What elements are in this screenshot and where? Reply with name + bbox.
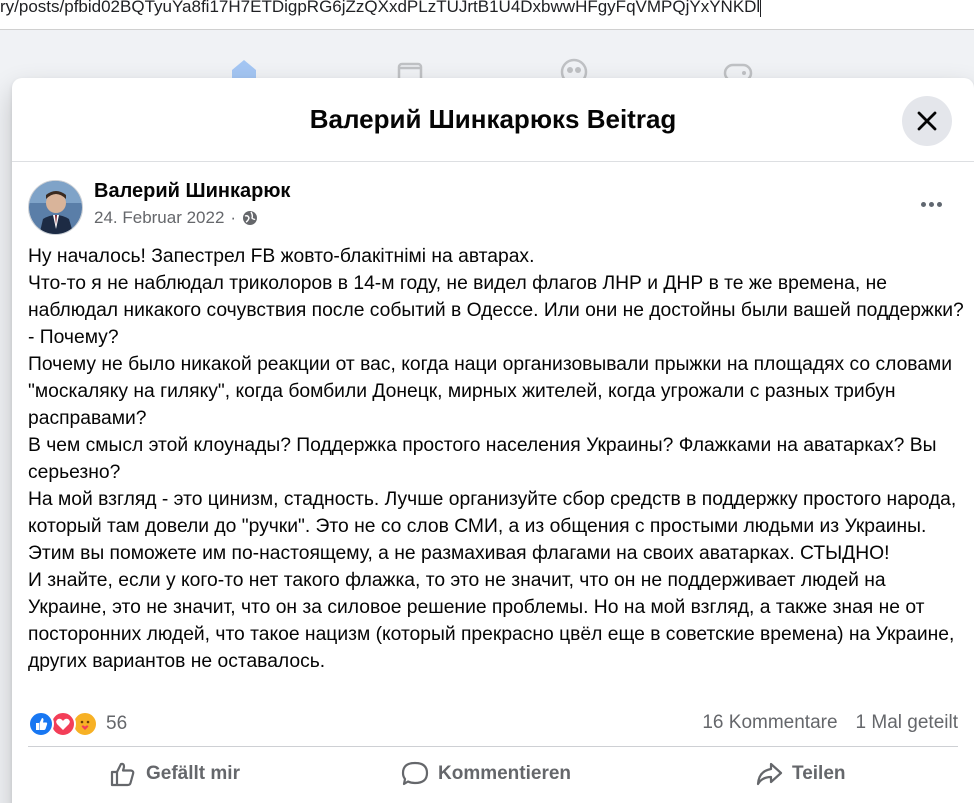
divider xyxy=(28,746,958,747)
post-date[interactable]: 24. Februar 2022 xyxy=(94,208,225,227)
text-caret xyxy=(760,0,761,17)
post-paragraph: Что-то я не наблюдал триколоров в 14-м году, не видел флагов ЛНР и ДНР в те же времена, не наблюдал никакого сочувствия после событий в Одессе. Или они не достойны были вашей поддержки? - Почему? xyxy=(28,273,964,348)
like-reaction-icon xyxy=(28,711,54,737)
share-button[interactable] xyxy=(754,750,846,798)
post-paragraph: Ну началось! Запестрел FB жовто-блакітнімі на автарах. xyxy=(28,246,535,267)
shares-count[interactable]: 1 Mal geteilt xyxy=(855,712,958,733)
post-paragraph: Почему не было никакой реакции от вас, когда наци организовывали прыжки на площадях со словами "москаляку на гиляку", когда бомбили Донецк, мирных жителей, когда угрожали с разных трибун расправами? xyxy=(28,354,953,429)
comment-button[interactable] xyxy=(400,750,571,798)
post-meta xyxy=(94,208,258,228)
post-stats xyxy=(702,712,958,734)
comments-count[interactable]: 16 Kommentare xyxy=(702,712,838,733)
post-actions xyxy=(28,750,958,800)
more-dot xyxy=(937,202,942,207)
thumbs-up-icon xyxy=(108,759,138,789)
post-modal xyxy=(12,78,974,803)
comment-bubble-icon xyxy=(400,759,430,789)
modal-header xyxy=(12,78,974,162)
reaction-icons xyxy=(28,710,104,738)
modal-title: Валерий Шинкарюкs Beitrag xyxy=(309,104,677,134)
author-photo xyxy=(29,181,83,235)
share-label: Teilen xyxy=(792,763,846,784)
comment-label: Kommentieren xyxy=(438,763,572,784)
post-text xyxy=(28,243,964,675)
meta-separator: · xyxy=(230,208,237,227)
more-dot xyxy=(929,202,934,207)
like-button[interactable] xyxy=(108,750,240,798)
browser-address-bar[interactable] xyxy=(0,0,974,30)
reactions-summary[interactable] xyxy=(28,710,127,738)
close-button[interactable] xyxy=(902,96,952,146)
avatar[interactable] xyxy=(28,180,83,235)
post-paragraph: И знайте, если у кого-то нет такого флажка, то это не значит, что он не поддерживает людей на Украине, это не значит, что он за силовое решение проблемы. Но на мой взгляд, а также зная не от посторонних людей, что такое нацизм (который прекрасно цвёл еще в советские времена) на Украине, других вариантов не оставалось. xyxy=(28,570,955,672)
author-name[interactable]: Валерий Шинкарюк xyxy=(94,180,291,202)
url-text[interactable]: ry/posts/pfbid02BQTyuYa8fi17H7ETDigpRG6jZzQXxdPLzTUJrtB1U4DxbwwHFgyFqVMPQjYxYNKDl xyxy=(0,0,761,16)
globe-icon[interactable] xyxy=(242,210,258,226)
post-paragraph: В чем смысл этой клоунады? Поддержка простого населения Украины? Флажками на аватарках? Вы серьезно? xyxy=(28,435,937,483)
post-paragraph: На мой взгляд - это цинизм, стадность. Лучше организуйте сбор средств в поддержку простого народа, который там довели до "ручки". Это не со слов СМИ, а из общения с простыми людьми из Украины. Этим вы поможете им по-настоящему, а не размахивая флагами на своих аватарках. СТЫДНО! xyxy=(28,489,957,564)
close-icon xyxy=(915,109,939,133)
more-options-button[interactable] xyxy=(912,188,952,220)
more-horizontal-icon xyxy=(921,202,926,207)
reaction-count[interactable]: 56 xyxy=(106,713,128,734)
share-arrow-icon xyxy=(754,759,784,789)
like-label: Gefällt mir xyxy=(146,763,240,784)
